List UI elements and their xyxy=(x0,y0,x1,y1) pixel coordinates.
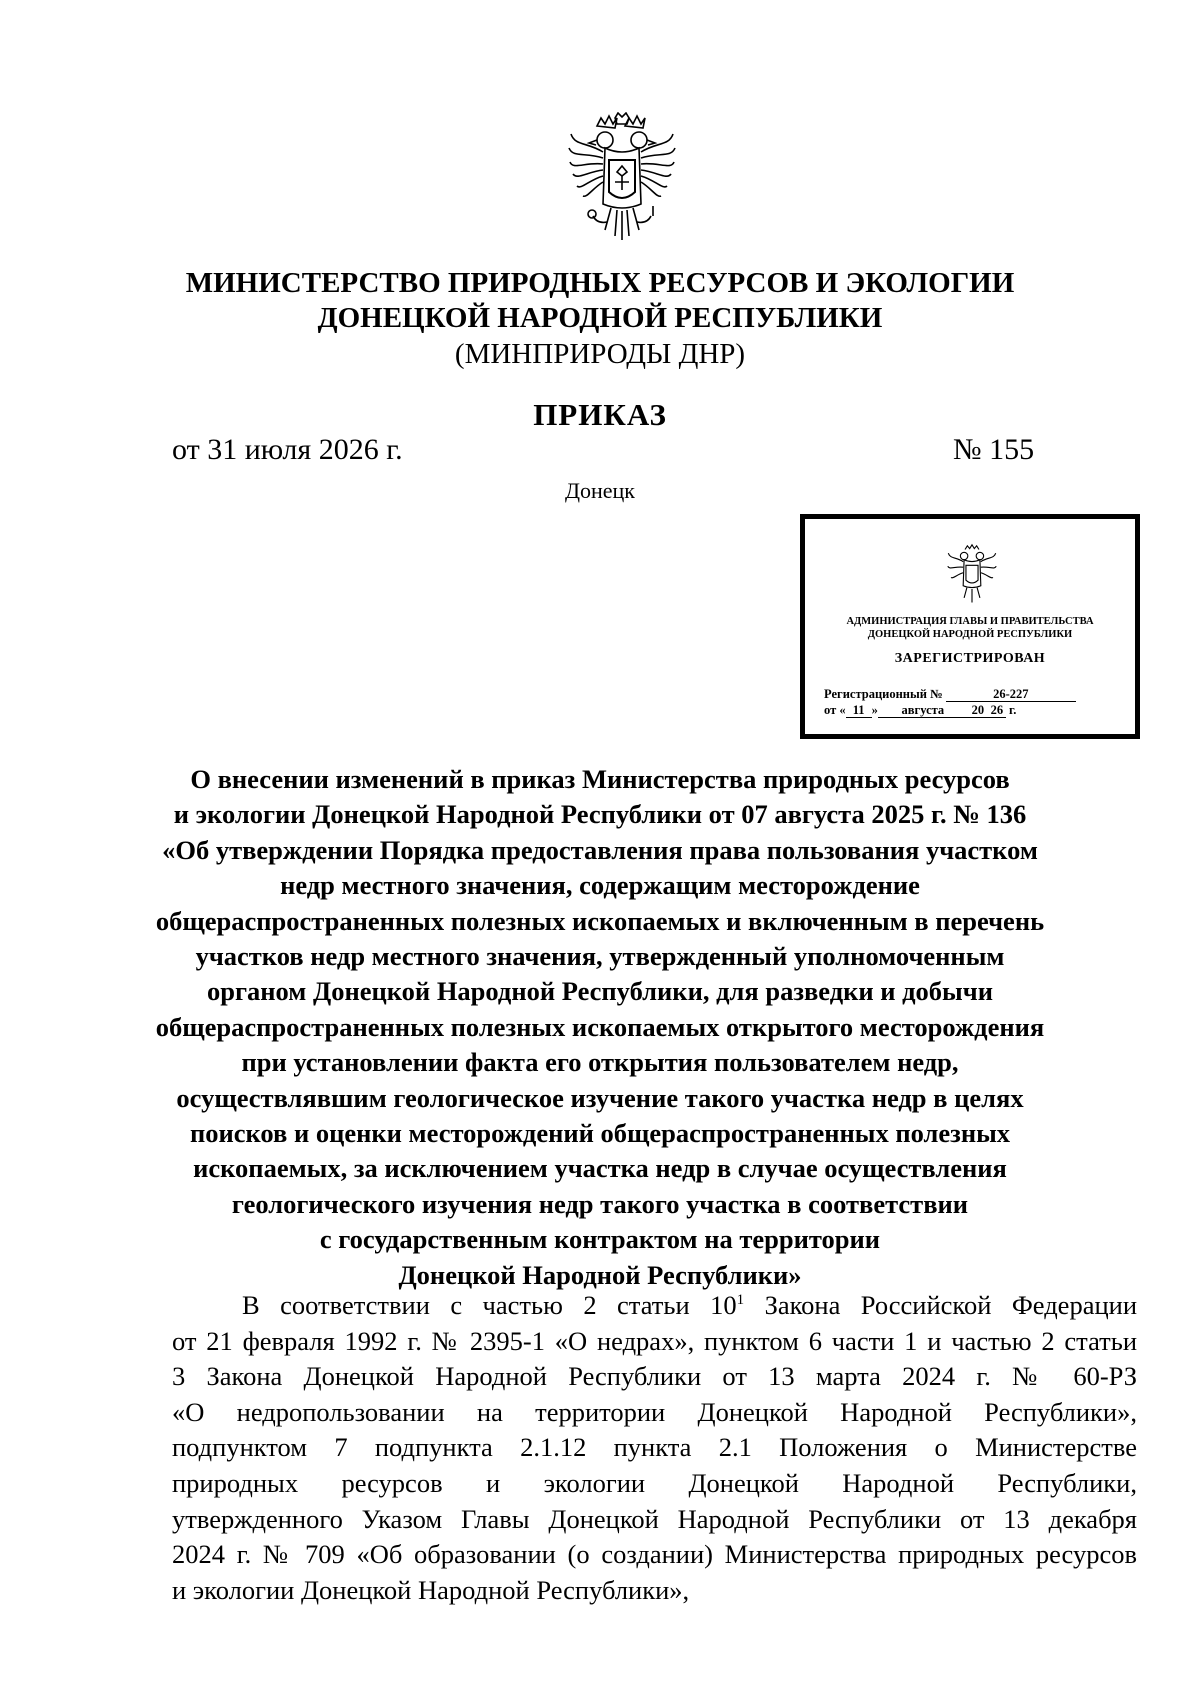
document-date: от 31 июля 2026 г. xyxy=(172,433,403,466)
title-line: при установлении факта его открытия пользователем недр, xyxy=(241,1047,959,1078)
stamp-date-day: 11 xyxy=(846,704,872,718)
body-line1-start: В соответствии с частью 2 статьи 10 xyxy=(242,1290,737,1320)
document-body-paragraph xyxy=(172,1288,1137,1608)
title-line: «Об утверждении Порядка предоставления права пользования участком xyxy=(162,834,1038,865)
title-line: О внесении изменений в приказ Министерства природных ресурсов xyxy=(190,764,1010,794)
title-line: геологического изучения недр такого участка в соответствии xyxy=(231,1188,969,1219)
title-line: и экологии Донецкой Народной Республики от 07 августа 2025 г. № 136 xyxy=(173,799,1027,830)
document-type: ПРИКАЗ xyxy=(533,397,667,432)
stamp-org-line2: ДОНЕЦКОЙ НАРОДНОЙ РЕСПУБЛИКИ xyxy=(867,629,1073,640)
title-line: поисков и оценки месторождений общераспространенных полезных xyxy=(189,1118,1011,1149)
registration-stamp xyxy=(800,514,1140,739)
stamp-org-line1: АДМИНИСТРАЦИЯ ГЛАВЫ И ПРАВИТЕЛЬСТВА xyxy=(846,616,1094,627)
body-line: природных ресурсов и экологии Донецкой Народной Республики, xyxy=(172,1467,1137,1498)
body-line: и экологии Донецкой Народной Республики», xyxy=(172,1574,690,1605)
title-line: с государственным контрактом на территории xyxy=(319,1224,881,1255)
stamp-date-mid: » xyxy=(871,703,878,717)
title-line: осуществлявшим геологическое изучение такого участка недр в целях xyxy=(176,1082,1024,1113)
stamp-date-year: 26 xyxy=(988,704,1006,718)
title-line: недр местного значения, содержащим месторождение xyxy=(280,870,920,901)
stamp-status: ЗАРЕГИСТРИРОВАН xyxy=(894,651,1046,666)
document-city: Донецк xyxy=(564,478,635,503)
body-line1-end: Закона Российской Федерации xyxy=(744,1290,1138,1320)
stamp-reg-label: Регистрационный № xyxy=(824,687,943,701)
stamp-reg-number-line xyxy=(824,687,1076,702)
title-line: общераспространенных полезных ископаемых и включенным в перечень xyxy=(155,905,1045,936)
body-line: от 21 февраля 1992 г. № 2395-1 «О недрах», пунктом 6 части 1 и частью 2 статьи xyxy=(172,1325,1137,1356)
dpr-coat-of-arms-icon xyxy=(942,543,1002,609)
body-line xyxy=(172,1288,1137,1324)
body-line: 3 Закона Донецкой Народной Республики от 13 марта 2024 г. № 60-РЗ xyxy=(172,1361,1137,1392)
body-line: 2024 г. № 709 «Об образовании (о создании) Министерства природных ресурсов xyxy=(172,1539,1137,1570)
title-line: Донецкой Народной Республики» xyxy=(398,1259,802,1290)
title-line: общераспространенных полезных ископаемых открытого месторождения xyxy=(155,1011,1045,1042)
stamp-date-year-prefix: 20 xyxy=(968,704,988,718)
stamp-date-month: августа xyxy=(878,704,968,718)
document-number: № 155 xyxy=(953,433,1035,466)
body-line: утвержденного Указом Главы Донецкой Народной Республики от 13 декабря xyxy=(172,1503,1137,1534)
body-line: «О недропользовании на территории Донецкой Народной Республики», xyxy=(172,1396,1137,1427)
title-line: органом Донецкой Народной Республики, для разведки и добычи xyxy=(207,976,993,1007)
ministry-short-name: (МИНПРИРОДЫ ДНР) xyxy=(454,338,746,370)
document-title xyxy=(150,762,1050,1293)
stamp-date-suffix: г. xyxy=(1008,703,1017,717)
dpr-coat-of-arms-icon xyxy=(567,112,677,254)
title-line: участков недр местного значения, утвержденный уполномоченным xyxy=(195,941,1005,972)
ministry-name-line1: МИНИСТЕРСТВО ПРИРОДНЫХ РЕСУРСОВ И ЭКОЛОГИИ xyxy=(185,267,1015,299)
stamp-reg-number: 26-227 xyxy=(946,688,1076,702)
title-line: ископаемых, за исключением участка недр в случае осуществления xyxy=(193,1153,1007,1184)
stamp-date-line xyxy=(824,703,1016,718)
body-line: подпунктом 7 подпункта 2.1.12 пункта 2.1 Положения о Министерстве xyxy=(172,1432,1137,1463)
body-superscript: 1 xyxy=(736,1292,745,1309)
ministry-name-line2: ДОНЕЦКОЙ НАРОДНОЙ РЕСПУБЛИКИ xyxy=(317,302,883,334)
stamp-organization xyxy=(805,615,1135,641)
stamp-date-prefix: от « xyxy=(824,703,846,717)
